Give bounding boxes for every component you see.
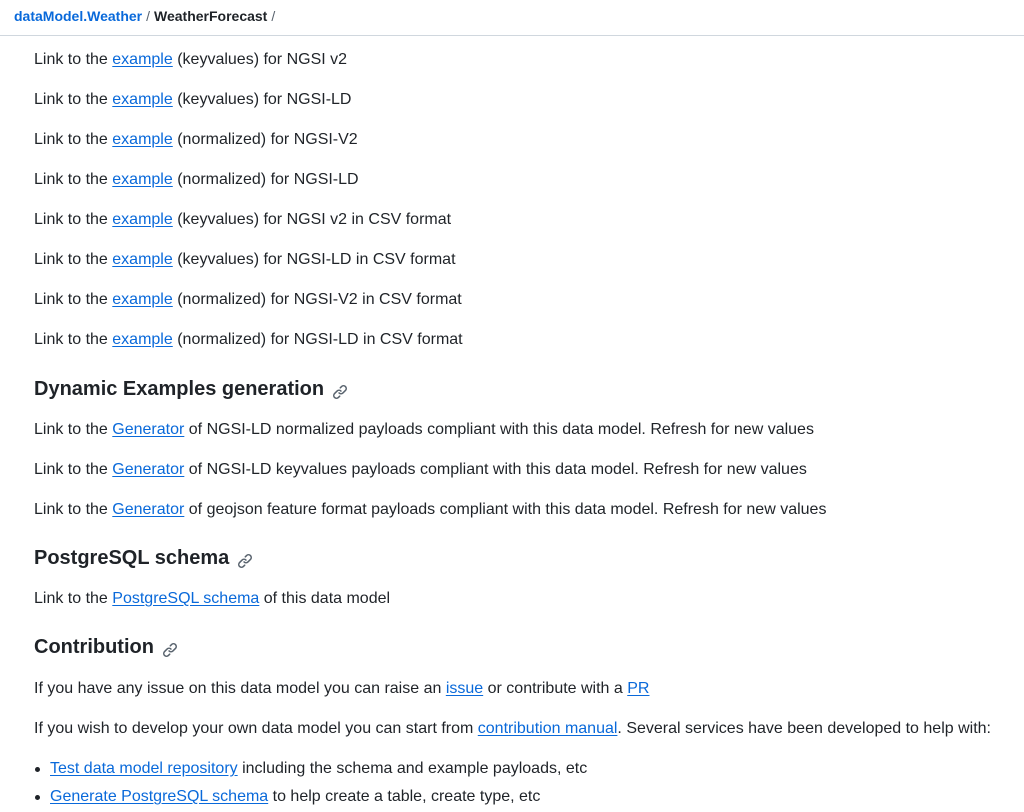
list-item [50, 787, 540, 807]
row-prefix: If you wish to develop your own data model you can start from [34, 720, 478, 737]
row-suffix: of this data model [259, 590, 391, 607]
contribution-issue-row [34, 679, 649, 699]
row-suffix: (keyvalues) for NGSI v2 in CSV format [172, 211, 452, 228]
row-prefix: Link to the [34, 421, 113, 438]
row-prefix: Link to the [34, 251, 113, 268]
row-suffix: of NGSI-LD normalized payloads compliant with this data model. Refresh for new values [184, 421, 814, 438]
breadcrumb-repo-link[interactable]: dataModel.Weather [14, 8, 143, 24]
breadcrumb-current-file: WeatherForecast [154, 8, 268, 24]
generator-link[interactable]: Generator [112, 501, 185, 518]
row-prefix: Link to the [34, 291, 113, 308]
row-prefix: Link to the [34, 590, 113, 607]
example-link-row [34, 290, 462, 310]
example-link-row [34, 210, 451, 230]
bullet-icon [35, 767, 40, 772]
row-suffix: (keyvalues) for NGSI v2 [172, 51, 348, 68]
example-link[interactable]: example [112, 211, 173, 228]
example-link[interactable]: example [112, 251, 173, 268]
row-prefix: Link to the [34, 331, 113, 348]
issue-link[interactable]: issue [445, 680, 484, 697]
row-prefix: Link to the [34, 501, 113, 518]
contribution-develop-row [34, 719, 991, 739]
anchor-link-icon[interactable] [237, 550, 253, 566]
generator-link[interactable]: Generator [112, 421, 185, 438]
anchor-link-icon[interactable] [332, 381, 348, 397]
generator-link-row [34, 460, 807, 480]
list-item [50, 759, 587, 779]
generator-link-row [34, 500, 826, 520]
postgres-link-row [34, 589, 390, 609]
example-link-row [34, 90, 351, 110]
row-middle: or contribute with a [483, 680, 628, 697]
bullet-icon [35, 795, 40, 800]
example-link-row [34, 50, 347, 70]
row-suffix: (normalized) for NGSI-LD [172, 171, 359, 188]
postgres-schema-heading [34, 545, 253, 571]
breadcrumb-trailing-separator: / [271, 8, 276, 24]
contribution-heading [34, 634, 178, 660]
generator-link-row [34, 420, 814, 440]
example-link[interactable]: example [112, 91, 173, 108]
row-prefix: Link to the [34, 131, 113, 148]
test-repo-link[interactable]: Test data model repository [50, 760, 238, 777]
breadcrumb-separator: / [146, 8, 150, 24]
row-suffix: (keyvalues) for NGSI-LD in CSV format [172, 251, 456, 268]
example-link[interactable]: example [112, 131, 173, 148]
row-prefix: Link to the [34, 461, 113, 478]
heading-text: Contribution [34, 636, 154, 658]
example-link[interactable]: example [112, 331, 173, 348]
row-prefix: Link to the [34, 211, 113, 228]
breadcrumb-bar [0, 0, 1024, 36]
anchor-link-icon[interactable] [162, 639, 178, 655]
row-prefix: Link to the [34, 171, 113, 188]
row-prefix: Link to the [34, 51, 113, 68]
row-suffix: (normalized) for NGSI-V2 [172, 131, 358, 148]
pr-link[interactable]: PR [627, 680, 650, 697]
example-link-row [34, 170, 359, 190]
row-suffix: of NGSI-LD keyvalues payloads compliant with this data model. Refresh for new values [184, 461, 807, 478]
example-link-row [34, 130, 358, 150]
generator-link[interactable]: Generator [112, 461, 185, 478]
example-link-row [34, 250, 456, 270]
generate-postgres-link[interactable]: Generate PostgreSQL schema [50, 788, 269, 805]
contribution-manual-link[interactable]: contribution manual [477, 720, 618, 737]
heading-text: PostgreSQL schema [34, 547, 230, 569]
row-prefix: If you have any issue on this data model you can raise an [34, 680, 446, 697]
row-suffix: . Several services have been developed to help with: [617, 720, 991, 737]
breadcrumb [14, 7, 279, 25]
row-suffix: to help create a table, create type, etc [268, 788, 541, 805]
row-suffix: of geojson feature format payloads compliant with this data model. Refresh for new values [184, 501, 827, 518]
row-suffix: (keyvalues) for NGSI-LD [172, 91, 352, 108]
heading-text: Dynamic Examples generation [34, 378, 325, 400]
example-link[interactable]: example [112, 291, 173, 308]
dynamic-examples-heading [34, 376, 348, 402]
row-prefix: Link to the [34, 91, 113, 108]
postgres-schema-link[interactable]: PostgreSQL schema [112, 590, 260, 607]
example-link-row [34, 330, 463, 350]
row-suffix: (normalized) for NGSI-LD in CSV format [172, 331, 463, 348]
example-link[interactable]: example [112, 51, 173, 68]
example-link[interactable]: example [112, 171, 173, 188]
row-suffix: (normalized) for NGSI-V2 in CSV format [172, 291, 462, 308]
row-suffix: including the schema and example payloads, etc [237, 760, 588, 777]
